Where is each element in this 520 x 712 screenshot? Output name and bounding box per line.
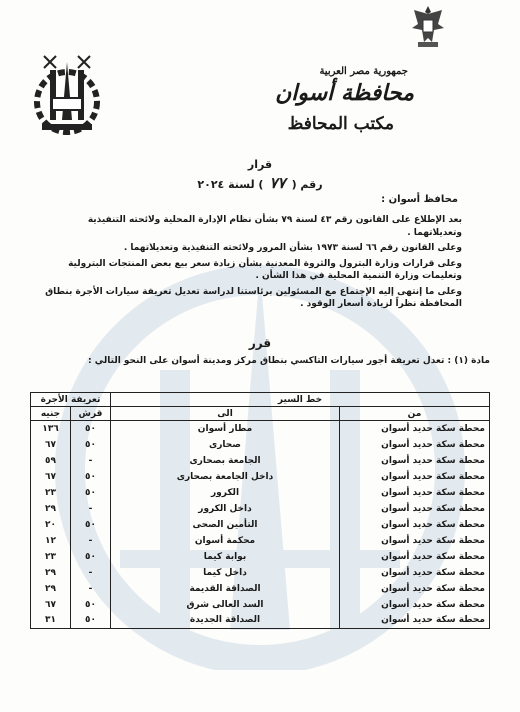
to-cell: بوابة كيما <box>111 549 340 565</box>
table-row <box>31 613 490 629</box>
from-cell: محطة سكة حديد أسوان <box>340 581 490 597</box>
to-cell: الصداقة القديمة <box>111 581 340 597</box>
from-header: من <box>340 407 490 421</box>
piaster-cell: ٥٠ <box>71 421 111 437</box>
table-row <box>31 485 490 501</box>
table-row <box>31 469 490 485</box>
preamble-line: بعد الإطلاع على القانون رقم ٤٣ لسنة ٧٩ بشأن نظام الإدارة المحلية ولائحته التنفيذية وتعديلاتهما . <box>87 215 462 238</box>
piaster-cell: - <box>71 453 111 469</box>
decision-number: ٧٧ <box>269 174 286 192</box>
to-cell: الصداقة الجديدة <box>111 613 340 629</box>
pound-cell: ٦٧ <box>31 437 71 453</box>
pound-header: جنيه <box>31 407 71 421</box>
to-cell: داخل الجامعة بصحارى <box>111 469 340 485</box>
pound-cell: ٦٧ <box>31 597 71 613</box>
piaster-cell: ٥٠ <box>71 597 111 613</box>
aswan-governorate-logo-icon <box>22 40 112 140</box>
piaster-cell: ٥٠ <box>71 549 111 565</box>
decision-title: قرار <box>247 158 273 171</box>
from-cell: محطة سكة حديد أسوان <box>340 613 490 629</box>
governor-label: محافظ أسوان : <box>381 194 458 205</box>
from-cell: محطة سكة حديد أسوان <box>340 469 490 485</box>
to-cell: التأمين الصحى <box>111 517 340 533</box>
table-row <box>31 517 490 533</box>
pound-cell: ٢٩ <box>31 581 71 597</box>
table-row <box>31 581 490 597</box>
table-row <box>31 597 490 613</box>
pound-cell: ١٢ <box>31 533 71 549</box>
from-cell: محطة سكة حديد أسوان <box>340 421 490 437</box>
to-cell: الجامعة بصحارى <box>111 453 340 469</box>
office-title: مكتب المحافظ <box>287 114 394 134</box>
pound-cell: ٢٣ <box>31 549 71 565</box>
to-cell: الكرور <box>111 485 340 501</box>
governorate-title: محافظة أسوان <box>275 80 414 106</box>
to-cell: السد العالى شرق <box>111 597 340 613</box>
decision-year: ) لسنة ٢٠٢٤ <box>197 178 264 191</box>
from-cell: محطة سكة حديد أسوان <box>340 501 490 517</box>
piaster-cell: - <box>71 501 111 517</box>
preamble-line: وعلى ما إنتهى إليه الإجتماع مع المسئولين برئاستنا لدراسة تعديل تعريفة سيارات الأجرة بنطاق المحافظة نظراً لزيادة أسعار الوقود . <box>45 286 462 309</box>
pound-cell: ٢٩ <box>31 501 71 517</box>
eagle-emblem-icon <box>408 4 448 50</box>
to-cell: داخل الكرور <box>111 501 340 517</box>
preamble-line: وعلى قرارات وزارة البترول والثروة المعدنية بشأن زيادة سعر بيع بعض المنتجات البترولية وتعليمات وزارة التنمية المحلية في هذا الشأن . <box>68 258 462 281</box>
decision-number-label: رقم ( <box>291 178 323 191</box>
article-1: مادة (١) : تعدل تعريفة أجور سيارات التاكسي بنطاق مركز ومدينة أسوان على النحو التالي : <box>88 356 490 366</box>
to-cell: مطار أسوان <box>111 421 340 437</box>
piaster-header: قرش <box>71 407 111 421</box>
piaster-cell: ٥٠ <box>71 517 111 533</box>
to-header: الى <box>111 407 340 421</box>
republic-label: جمهورية مصر العربية <box>319 66 408 77</box>
from-cell: محطة سكة حديد أسوان <box>340 517 490 533</box>
to-cell: داخل كيما <box>111 565 340 581</box>
decision-heading: قرر <box>248 336 272 350</box>
piaster-cell: - <box>71 581 111 597</box>
from-cell: محطة سكة حديد أسوان <box>340 533 490 549</box>
piaster-cell: - <box>71 533 111 549</box>
pound-cell: ١٣٦ <box>31 421 71 437</box>
from-cell: محطة سكة حديد أسوان <box>340 597 490 613</box>
fare-table <box>30 392 490 629</box>
to-cell: صحارى <box>111 437 340 453</box>
table-row <box>31 501 490 517</box>
preamble <box>42 214 462 314</box>
route-header: خط السير <box>111 393 490 407</box>
table-row <box>31 421 490 437</box>
from-cell: محطة سكة حديد أسوان <box>340 437 490 453</box>
table-row <box>31 437 490 453</box>
table-row <box>31 565 490 581</box>
piaster-cell: ٥٠ <box>71 485 111 501</box>
pound-cell: ٢٩ <box>31 565 71 581</box>
pound-cell: ٣١ <box>31 613 71 629</box>
pound-cell: ٢٠ <box>31 517 71 533</box>
from-cell: محطة سكة حديد أسوان <box>340 549 490 565</box>
pound-cell: ٥٩ <box>31 453 71 469</box>
decision-number-line <box>0 174 520 192</box>
pound-cell: ٦٧ <box>31 469 71 485</box>
table-row <box>31 533 490 549</box>
fare-header: تعريفة الأجرة <box>31 393 111 407</box>
piaster-cell: - <box>71 565 111 581</box>
table-row <box>31 549 490 565</box>
from-cell: محطة سكة حديد أسوان <box>340 565 490 581</box>
table-row <box>31 453 490 469</box>
piaster-cell: ٥٠ <box>71 437 111 453</box>
pound-cell: ٢٣ <box>31 485 71 501</box>
from-cell: محطة سكة حديد أسوان <box>340 485 490 501</box>
to-cell: محكمة أسوان <box>111 533 340 549</box>
piaster-cell: ٥٠ <box>71 613 111 629</box>
preamble-line: وعلى القانون رقم ٦٦ لسنة ١٩٧٣ بشأن المرور ولائحته التنفيذية وتعديلاتهما . <box>123 243 462 253</box>
from-cell: محطة سكة حديد أسوان <box>340 453 490 469</box>
piaster-cell: ٥٠ <box>71 469 111 485</box>
